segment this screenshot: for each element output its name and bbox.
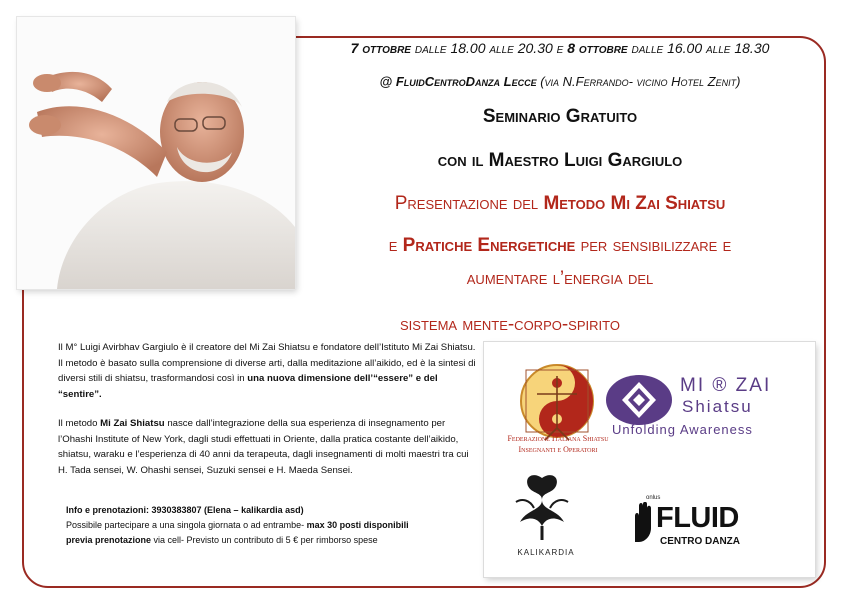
practices-line-2: aumentare l’energia del bbox=[466, 268, 654, 289]
master-photo bbox=[17, 17, 295, 289]
mizai-tagline: Unfolding Awareness bbox=[612, 422, 753, 437]
venue-name: @ FluidCentroDanza Lecce bbox=[379, 74, 537, 89]
date-2: 8 ottobre bbox=[567, 40, 628, 56]
presentation-prefix: Presentazione del bbox=[394, 193, 544, 214]
event-dates bbox=[300, 40, 820, 56]
fluid-subtitle: CENTRO DANZA bbox=[660, 536, 740, 547]
info-label: Info e prenotazioni: 3930383807 (Elena – kalikardia asd) bbox=[66, 505, 304, 515]
info-participation bbox=[66, 518, 476, 533]
fluid-logo bbox=[629, 502, 657, 547]
practices-suffix: per sensibilizzare e bbox=[575, 235, 732, 256]
seminar-title: Seminario Gratuito bbox=[482, 106, 638, 127]
info-line3-text: via cell- Previsto un contributo di 5 € per rimborso spese bbox=[151, 535, 378, 545]
intro-paragraph bbox=[58, 340, 478, 402]
fluid-title: FLUID bbox=[656, 502, 739, 534]
info-line3-bold: previa prenotazione bbox=[66, 535, 152, 545]
practices-line bbox=[300, 235, 820, 257]
date-1: 7 ottobre bbox=[350, 40, 411, 56]
presentation-method: Metodo Mi Zai Shiatsu bbox=[543, 193, 726, 214]
method-text: nasce dall’integrazione della sua esperienza di insegnamento per l’Ohashi Institute of New York, dagli studi effettuati in Oriente, dalla pratica costante dell’aikido, shiatsu, waraku e l’esperienza di 40 anni da terapeuta, dagli insegnamenti di molti maestri tra cui H. Tada sensei, W. Ohashi sensei, Suzuki sensei e H. Maeda Sensei. bbox=[58, 418, 469, 476]
system-line: sistema mente-corpo-spirito bbox=[400, 314, 620, 335]
time-2: dalle 16.00 alle 18.30 bbox=[631, 40, 770, 56]
method-paragraph bbox=[58, 416, 478, 478]
presentation-line bbox=[300, 193, 820, 215]
method-bold: Mi Zai Shiatsu bbox=[100, 418, 165, 429]
mizai-sub: Shiatsu bbox=[682, 397, 753, 416]
event-venue bbox=[300, 74, 820, 89]
fis-name-line2: Insegnanti e Operatori bbox=[518, 445, 598, 454]
hand-silhouette-icon bbox=[629, 502, 657, 542]
info-contact bbox=[66, 503, 476, 518]
fluid-onlus: onlus bbox=[646, 495, 661, 501]
info-line2-bold: max 30 posti disponibili bbox=[306, 520, 409, 530]
logos-panel bbox=[484, 342, 815, 577]
intro-bold: una nuova dimensione dell’“essere” e del “sentire”. bbox=[58, 373, 438, 400]
master-line: con il Maestro Luigi Gargiulo bbox=[437, 150, 683, 171]
practices-prefix: e bbox=[388, 235, 403, 256]
yin-yang-icon bbox=[512, 356, 602, 446]
time-1: dalle 18.00 alle 20.30 e bbox=[414, 40, 564, 56]
practices-bold: Pratiche Energetiche bbox=[402, 235, 576, 256]
mizai-emblem-icon bbox=[604, 372, 674, 428]
method-prefix: Il metodo bbox=[58, 418, 101, 429]
fis-name-line1: Federazione Italiana Shiatsu bbox=[507, 434, 609, 443]
fis-logo bbox=[512, 356, 602, 446]
info-line2-text: Possibile partecipare a una singola giornata o ad entrambe- bbox=[66, 520, 307, 530]
kalikardia-logo bbox=[512, 470, 572, 550]
kalikardia-name: KALIKARDIA bbox=[517, 548, 575, 557]
mizai-title: MI ® ZAI bbox=[680, 375, 772, 396]
info-reservation bbox=[66, 533, 476, 548]
venue-address: (via N.Ferrando- vicino Hotel Zenit) bbox=[540, 74, 741, 89]
dancing-figure-icon bbox=[512, 470, 572, 545]
intro-text: Il M° Luigi Avirbhav Gargiulo è il creatore del Mi Zai Shiatsu e fondatore dell’Istituto Mi Zai Shiatsu. Il metodo è basato sulla comprensione di diverse arti, dalla meditazione all’aikido, ed è la sintesi di diversi stili di shiatsu, trasformandosi così in bbox=[58, 342, 476, 384]
